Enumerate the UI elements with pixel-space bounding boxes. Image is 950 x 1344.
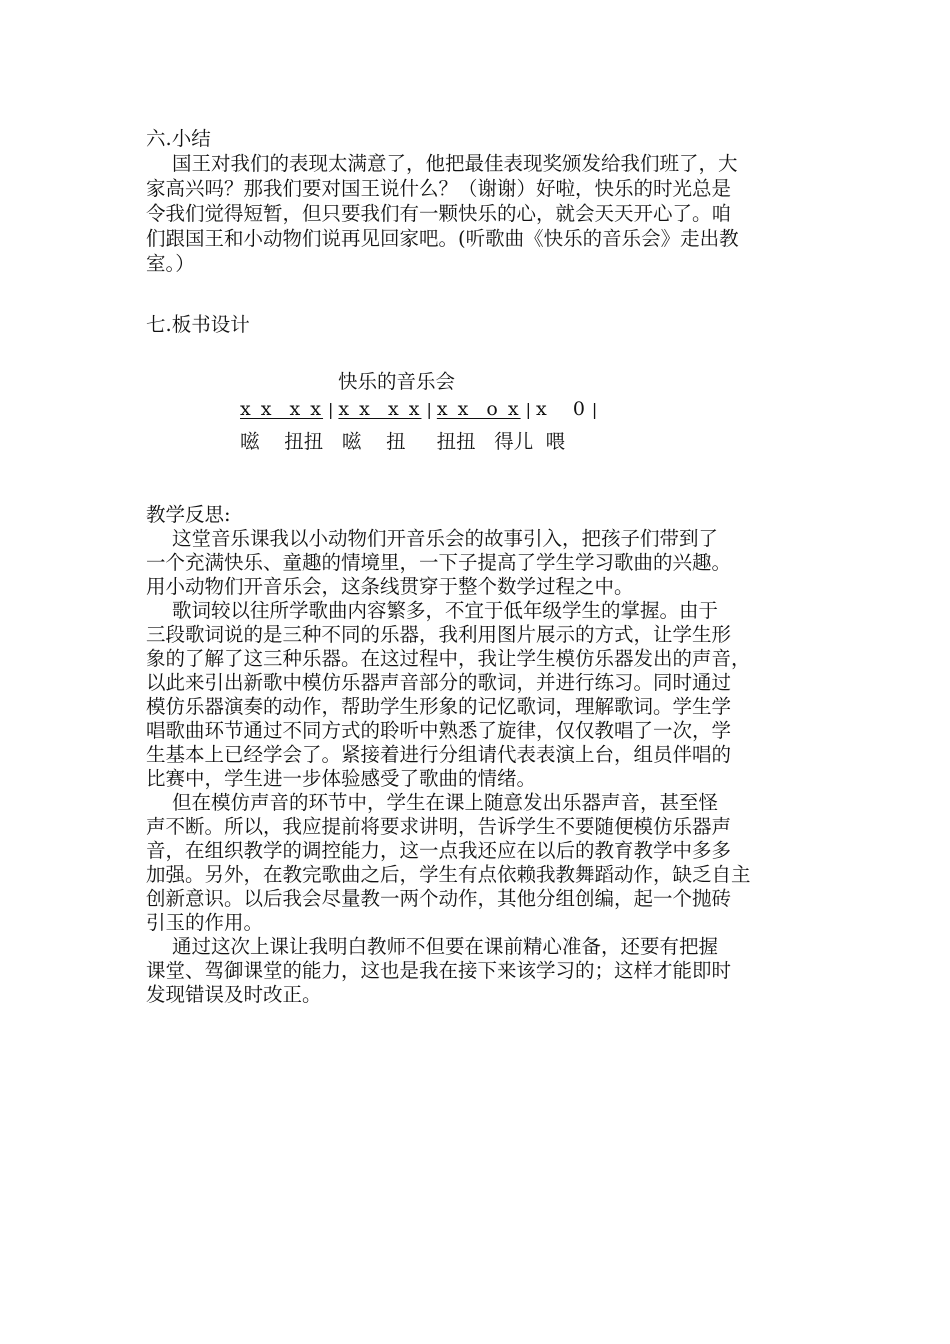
reflection-line-12: 但在模仿声音的环节中，学生在课上随意发出乐器声音，甚至怪 bbox=[172, 791, 719, 814]
section6-heading: 六.小结 bbox=[146, 127, 211, 150]
reflection-line-5: 三段歌词说的是三种不同的乐器，我利用图片展示的方式，让学生形 bbox=[146, 623, 732, 646]
reflection-line-14: 音，在组织教学的调控能力，这一点我还应在以后的教育教学中多多 bbox=[146, 839, 732, 862]
section6-line-3: 令我们觉得短暂，但只要我们有一颗快乐的心，就会天天开心了。咱 bbox=[146, 202, 732, 225]
bar-line: | bbox=[426, 400, 432, 419]
reflection-line-11: 比赛中，学生进一步体验感受了歌曲的情绪。 bbox=[146, 767, 537, 790]
bar-line: | bbox=[328, 400, 334, 419]
reflection-line-15: 加强。另外，在教完歌曲之后，学生有点依赖我教舞蹈动作，缺乏自主 bbox=[146, 863, 751, 886]
board-title: 快乐的音乐会 bbox=[338, 370, 456, 393]
reflection-line-13: 声不断。所以，我应提前将要求讲明，告诉学生不要随便模仿乐器声 bbox=[146, 815, 732, 838]
section7-heading: 七.板书设计 bbox=[146, 313, 250, 336]
reflection-line-9: 唱歌曲环节通过不同方式的聆听中熟悉了旋律，仅仅教唱了一次，学 bbox=[146, 719, 732, 742]
section6-line-5: 室。） bbox=[146, 252, 195, 275]
rhythm-measure-4: x 0 bbox=[535, 398, 587, 420]
reflection-line-20: 发现错误及时改正。 bbox=[146, 983, 322, 1006]
board-lyrics: 嗞 扭扭 嗞 扭 扭扭 得儿 喂 bbox=[240, 430, 566, 453]
reflection-line-3: 用小动物们开音乐会，这条线贯穿于整个数学过程之中。 bbox=[146, 575, 634, 598]
reflection-line-7: 以此来引出新歌中模仿乐器声音部分的歌词，并进行练习。同时通过 bbox=[146, 671, 732, 694]
section6-line-4: 们跟国王和小动物们说再见回家吧。(听歌曲《快乐的音乐会》走出教 bbox=[146, 227, 739, 250]
reflection-line-8: 模仿乐器演奏的动作，帮助学生形象的记忆歌词，理解歌词。学生学 bbox=[146, 695, 732, 718]
rhythm-measure-1: x x x x bbox=[240, 398, 324, 420]
rhythm-measure-2: x x x x bbox=[338, 398, 422, 420]
reflection-line-19: 课堂、驾御课堂的能力，这也是我在接下来该学习的；这样才能即时 bbox=[146, 959, 732, 982]
reflection-line-17: 引玉的作用。 bbox=[146, 911, 264, 934]
section6-line-2: 家高兴吗？那我们要对国王说什么？（谢谢）好啦，快乐的时光总是 bbox=[146, 177, 732, 200]
reflection-line-2: 一个充满快乐、童趣的情境里，一下子提高了学生学习歌曲的兴趣。 bbox=[146, 551, 732, 574]
reflection-line-1: 这堂音乐课我以小动物们开音乐会的故事引入，把孩子们带到了 bbox=[172, 527, 719, 550]
bar-line: | bbox=[525, 400, 531, 419]
reflection-line-10: 生基本上已经学会了。紧接着进行分组请代表表演上台，组员伴唱的 bbox=[146, 743, 732, 766]
rhythm-notation bbox=[240, 397, 602, 422]
reflection-line-6: 象的了解了这三种乐器。在这过程中，我让学生模仿乐器发出的声音， bbox=[146, 647, 751, 670]
reflection-line-18: 通过这次上课让我明白教师不但要在课前精心准备，还要有把握 bbox=[172, 935, 719, 958]
reflection-line-16: 创新意识。以后我会尽量教一两个动作，其他分组创编，起一个抛砖 bbox=[146, 887, 732, 910]
bar-line-final: | bbox=[591, 400, 598, 419]
reflection-heading: 教学反思: bbox=[146, 503, 231, 526]
section6-line-1: 国王对我们的表现太满意了，他把最佳表现奖颁发给我们班了，大 bbox=[172, 152, 738, 175]
reflection-line-4: 歌词较以往所学歌曲内容繁多，不宜于低年级学生的掌握。由于 bbox=[172, 599, 719, 622]
rhythm-measure-3: x x o x bbox=[436, 398, 521, 420]
